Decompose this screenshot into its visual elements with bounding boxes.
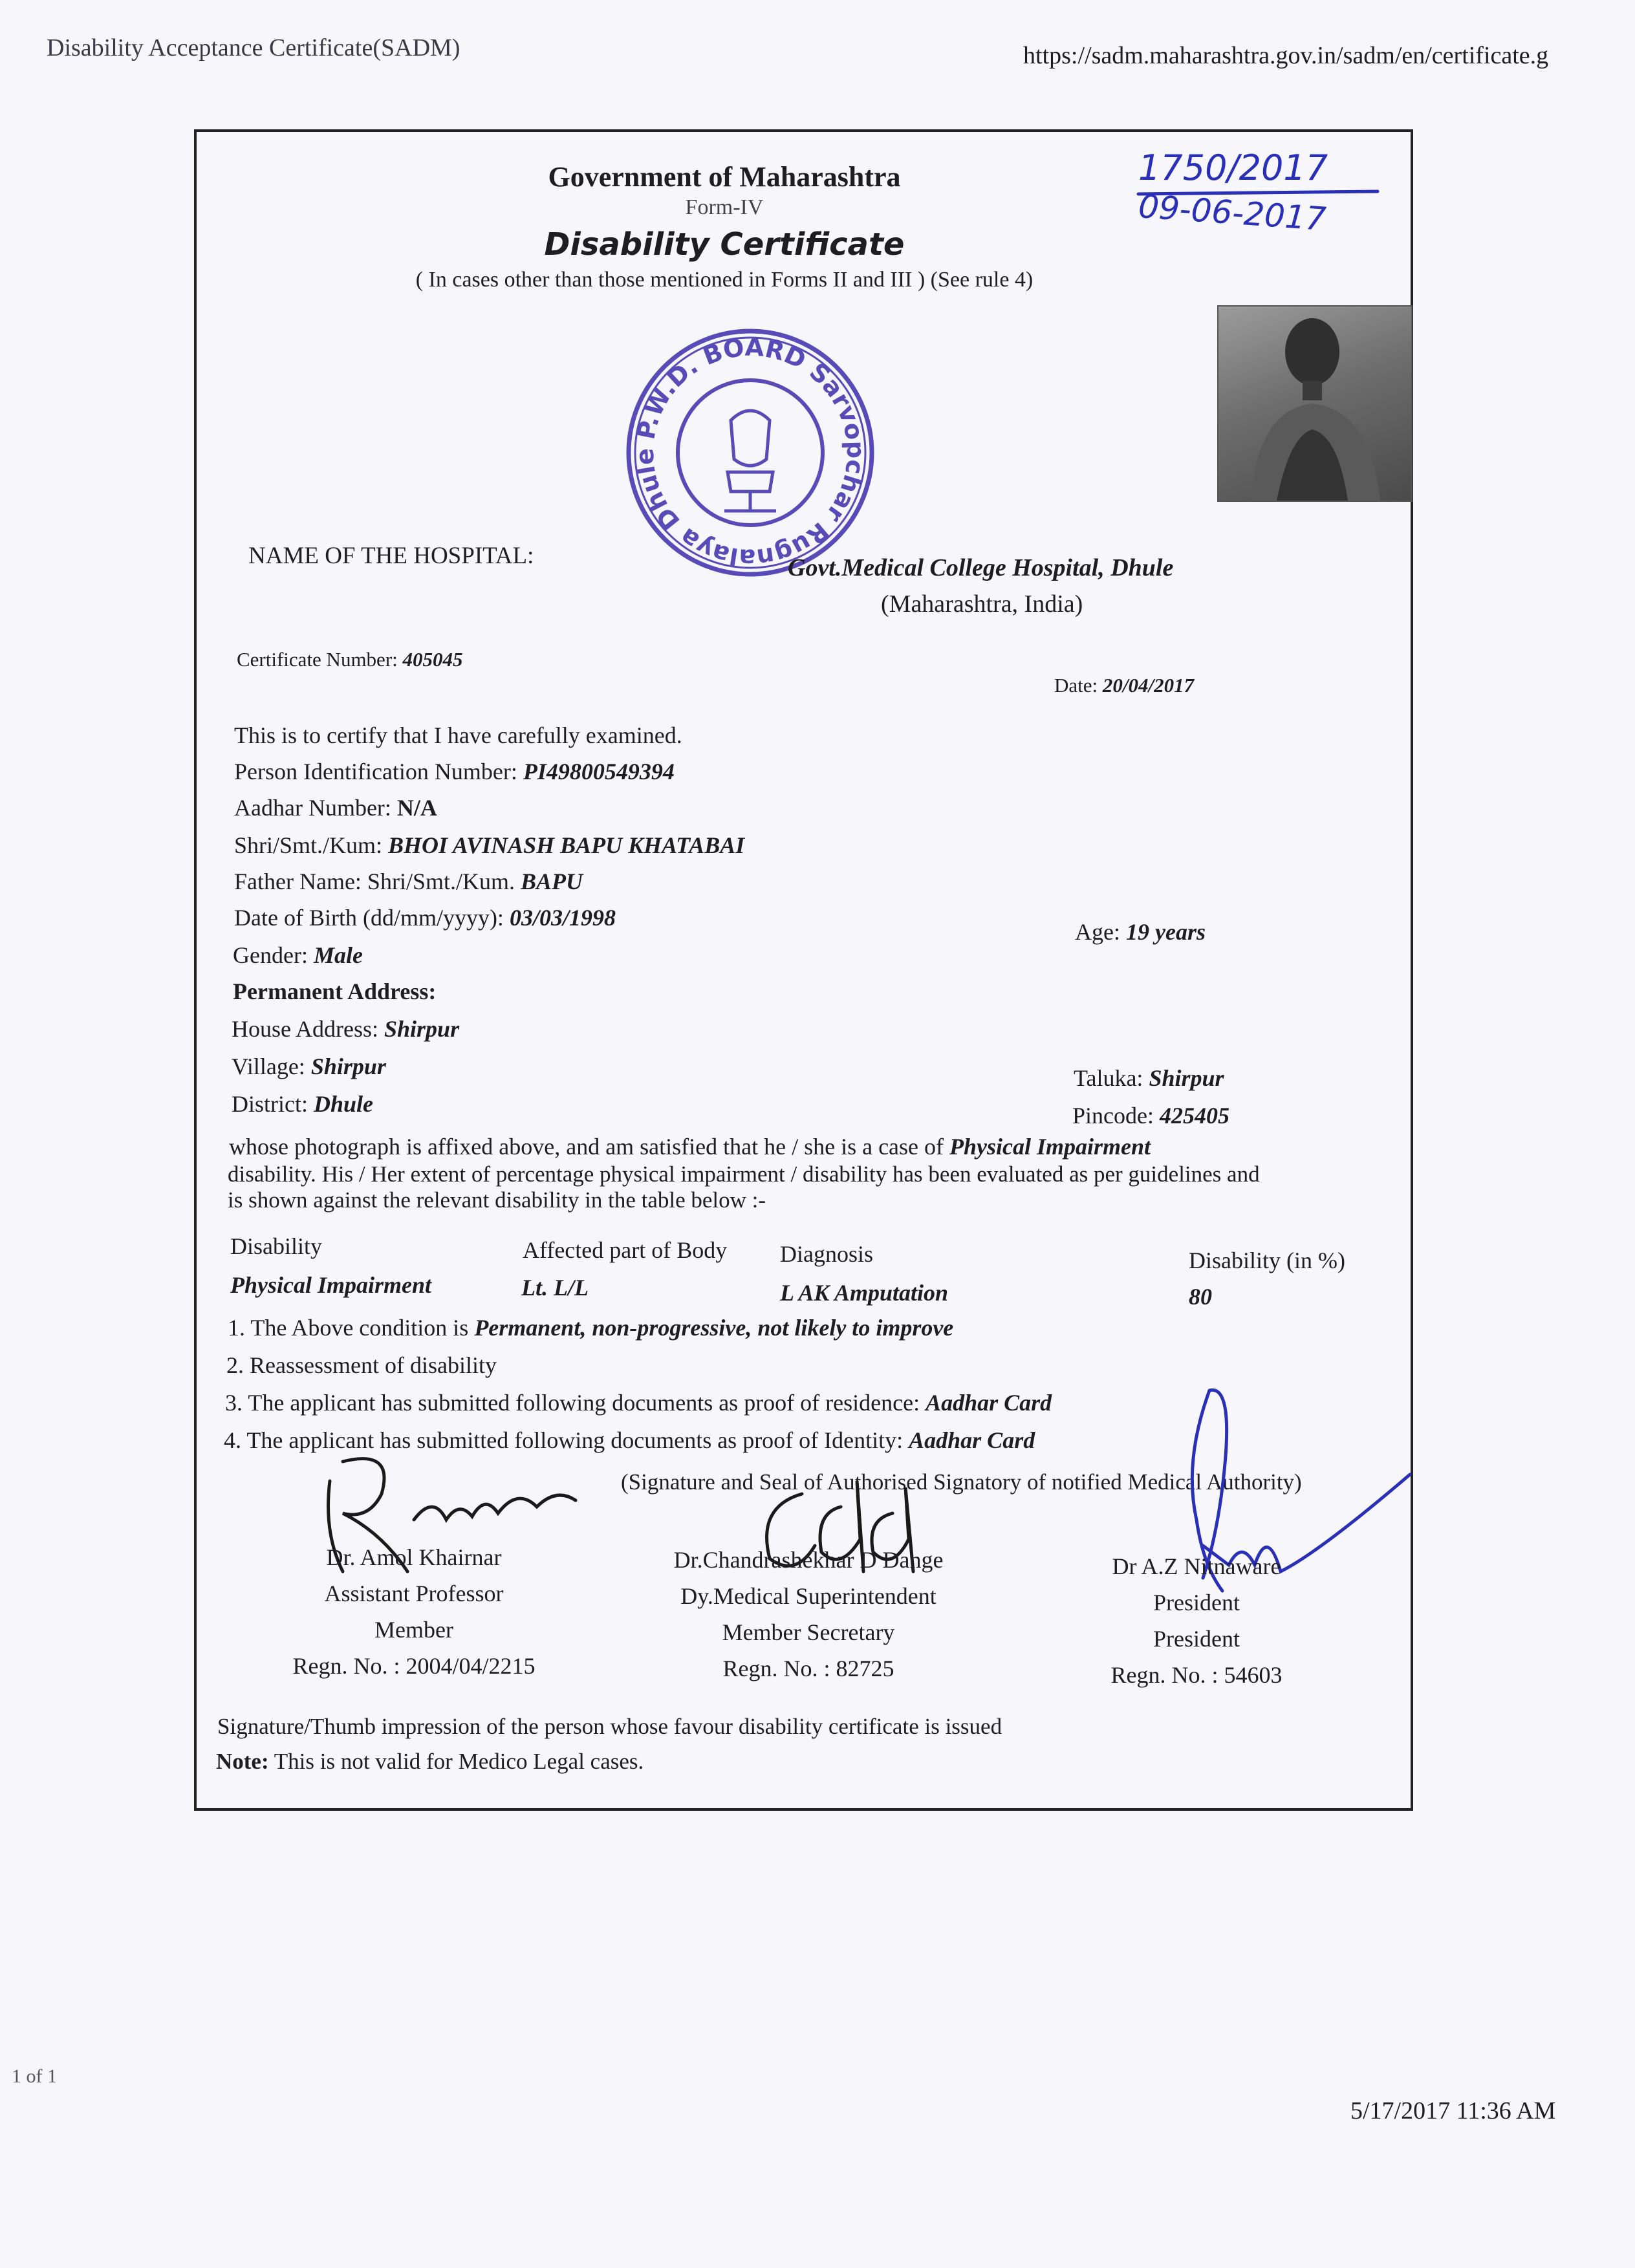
aadhar-value: N/A (396, 795, 437, 821)
age-label: Age: (1075, 919, 1120, 945)
note-label: Note: (216, 1749, 269, 1774)
permanent-address-heading: Permanent Address: (233, 978, 437, 1004)
dob-label: Date of Birth (dd/mm/yyyy): (234, 905, 504, 931)
pincode-row (1072, 1102, 1229, 1129)
name-label: Shri/Smt./Kum: (234, 832, 383, 858)
signatory-regn: Regn. No. : 2004/04/2215 (292, 1653, 536, 1679)
person-silhouette-icon (1218, 307, 1413, 501)
signatory-name: Dr.Chandrashekhar D Dange (673, 1547, 944, 1573)
date-label: Date: (1054, 674, 1098, 697)
signatory-role: President (1153, 1590, 1240, 1615)
gender-row (233, 942, 363, 969)
svg-text:P.W.D. BOARD Sarvopchar Rugnal (631, 333, 871, 573)
house-value: Shirpur (384, 1016, 460, 1042)
dob-row (234, 904, 616, 931)
condition-1-text: 1. The Above condition is (228, 1315, 469, 1341)
browser-page-title: Disability Acceptance Certificate(SADM) (47, 34, 460, 61)
assessment-disability-type: Physical Impairment (949, 1134, 1151, 1160)
assessment-text: whose photograph is affixed above, and am satisfied that he / she is a case of (229, 1134, 944, 1160)
certificate-date-row (1054, 674, 1194, 697)
table-header-diagnosis: Diagnosis (780, 1241, 873, 1267)
table-cell-diagnosis: L AK Amputation (780, 1280, 949, 1306)
handwritten-reference-number: 1750/2017 (1138, 147, 1328, 188)
age-row (1075, 918, 1206, 945)
signatory-member: Member (374, 1617, 453, 1643)
condition-4-value: Aadhar Card (909, 1427, 1035, 1453)
print-timestamp: 5/17/2017 11:36 AM (1350, 2097, 1556, 2124)
condition-2: 2. Reassessment of disability (226, 1352, 497, 1378)
table-header-disability: Disability (230, 1233, 322, 1259)
assessment-paragraph-line-2: disability. His / Her extent of percentage physical impairment / disability has been evaluated as per guidelines and (228, 1161, 1260, 1187)
signatory-regn: Regn. No. : 82725 (722, 1656, 894, 1681)
government-heading: Government of Maharashtra (548, 161, 901, 193)
father-row (234, 868, 583, 895)
signatory-member: Member Secretary (722, 1619, 895, 1645)
signatory-name: Dr A.Z Nitnaware (1112, 1553, 1281, 1579)
table-cell-disability-percent: 80 (1189, 1284, 1212, 1310)
signatory-member: President (1153, 1626, 1240, 1652)
pwd-board-seal-icon (621, 323, 880, 582)
age-value: 19 years (1125, 919, 1206, 945)
table-cell-affected-part: Lt. L/L (521, 1275, 589, 1301)
father-label: Father Name: Shri/Smt./Kum. (234, 869, 515, 894)
certificate-number-row (237, 648, 463, 671)
name-row (234, 832, 744, 859)
taluka-row (1074, 1064, 1224, 1092)
house-row (232, 1015, 459, 1042)
gender-value: Male (313, 942, 363, 968)
certificate-title: Disability Certificate (544, 226, 905, 263)
signatory-regn: Regn. No. : 54603 (1110, 1662, 1283, 1688)
page-count: 1 of 1 (12, 2066, 57, 2087)
signatory-dange (640, 1542, 977, 1687)
aadhar-row (234, 794, 437, 821)
pincode-label: Pincode: (1072, 1103, 1154, 1129)
signature-caption: (Signature and Seal of Authorised Signatory of notified Medical Authority) (621, 1469, 1302, 1495)
applicant-name: BHOI AVINASH BAPU KHATABAI (388, 832, 745, 858)
applicant-photo (1217, 305, 1413, 502)
hospital-name: Govt.Medical College Hospital, Dhule (788, 554, 1174, 581)
aadhar-label: Aadhar Number: (234, 795, 391, 821)
gender-label: Gender: (233, 942, 308, 968)
district-label: District: (232, 1091, 308, 1117)
condition-1 (228, 1314, 953, 1341)
table-header-disability-percent: Disability (in %) (1189, 1247, 1345, 1273)
condition-3-value: Aadhar Card (926, 1390, 1052, 1416)
signatory-name: Dr. Amol Khairnar (326, 1544, 502, 1570)
signatory-role: Assistant Professor (324, 1581, 504, 1606)
table-cell-disability: Physical Impairment (230, 1272, 432, 1298)
village-row (232, 1053, 386, 1080)
signatory-nitnaware (1048, 1548, 1345, 1693)
pin-row (234, 758, 675, 785)
note-row (216, 1749, 644, 1775)
condition-3 (225, 1389, 1052, 1416)
father-name: BAPU (520, 869, 583, 894)
dob-value: 03/03/1998 (509, 905, 616, 931)
table-header-affected-part: Affected part of Body (523, 1237, 728, 1263)
taluka-value: Shirpur (1149, 1065, 1224, 1091)
certificate-number: 405045 (402, 648, 463, 671)
handwritten-reference-date: 09-06-2017 (1137, 187, 1328, 239)
house-label: House Address: (232, 1016, 378, 1042)
village-label: Village: (232, 1053, 305, 1079)
pin-value: PI49800549394 (523, 759, 675, 784)
intro-statement: This is to certify that I have carefully examined. (234, 722, 682, 748)
condition-3-text: 3. The applicant has submitted following documents as proof of residence: (225, 1390, 920, 1416)
district-value: Dhule (313, 1091, 374, 1117)
assessment-paragraph-line-1 (229, 1133, 1151, 1160)
pin-label: Person Identification Number: (234, 759, 517, 784)
district-row (232, 1090, 373, 1118)
certificate-subtitle: ( In cases other than those mentioned in Forms II and III ) (See rule 4) (415, 268, 1034, 292)
signatory-role: Dy.Medical Superintendent (680, 1583, 937, 1609)
note-text: This is not valid for Medico Legal cases. (274, 1749, 644, 1774)
signatory-khairnar (246, 1539, 582, 1684)
certificate-number-label: Certificate Number: (237, 648, 398, 671)
taluka-label: Taluka: (1074, 1065, 1143, 1091)
certificate-date: 20/04/2017 (1102, 674, 1195, 697)
condition-1-value: Permanent, non-progressive, not likely to improve (474, 1315, 954, 1341)
hospital-location: (Maharashtra, India) (881, 590, 1083, 618)
browser-page-url: https://sadm.maharashtra.gov.in/sadm/en/certificate.g (1023, 42, 1549, 69)
seal-text: P.W.D. BOARD Sarvopchar Rugnalaya Dhule (630, 332, 871, 573)
pincode-value: 425405 (1159, 1103, 1229, 1129)
thumb-impression-line: Signature/Thumb impression of the person whose favour disability certificate is issued (217, 1714, 1002, 1739)
form-number: Form-IV (685, 195, 764, 219)
condition-4-text: 4. The applicant has submitted following documents as proof of Identity: (224, 1427, 904, 1453)
village-value: Shirpur (310, 1053, 386, 1079)
hospital-label: NAME OF THE HOSPITAL: (248, 543, 534, 569)
assessment-paragraph-line-3: is shown against the relevant disability in the table below :- (228, 1187, 766, 1213)
